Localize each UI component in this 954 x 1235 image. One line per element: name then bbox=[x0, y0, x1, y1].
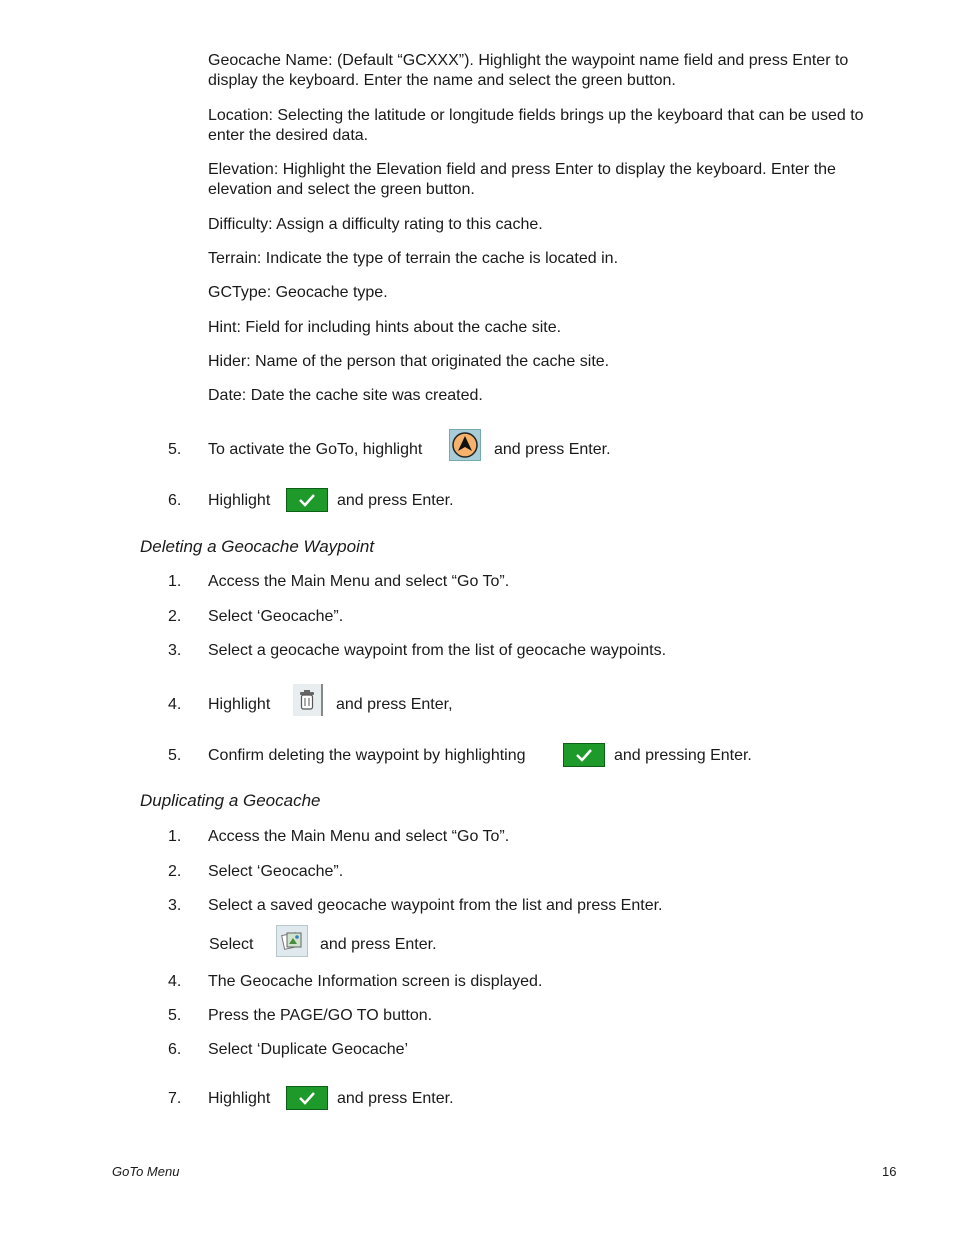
step-text: Press the PAGE/GO TO button. bbox=[208, 1007, 433, 1024]
step-number: 7. bbox=[168, 1090, 182, 1107]
field-location-desc: Location: Selecting the latitude or longitude fields brings up the keyboard that can be used to enter the desired data. bbox=[208, 107, 864, 144]
step-number: 5. bbox=[168, 441, 182, 458]
step-text: and press Enter. bbox=[494, 441, 611, 458]
footer-section: GoTo Menu bbox=[112, 1164, 180, 1179]
step-text: Select ‘Geocache”. bbox=[208, 863, 344, 880]
step-number: 6. bbox=[168, 492, 182, 509]
step-text: Access the Main Menu and select “Go To”. bbox=[208, 828, 510, 845]
step-number: 1. bbox=[168, 828, 182, 845]
step-text: Select ‘Geocache”. bbox=[208, 608, 344, 625]
step-number: 4. bbox=[168, 973, 182, 990]
field-gctype-desc: GCType: Geocache type. bbox=[208, 284, 388, 301]
section-heading-duplicating: Duplicating a Geocache bbox=[140, 791, 321, 810]
goto-icon bbox=[449, 429, 481, 461]
green-check-icon bbox=[286, 1086, 328, 1110]
step-number: 2. bbox=[168, 863, 182, 880]
step-number: 3. bbox=[168, 897, 182, 914]
duplicate-icon bbox=[276, 925, 308, 957]
step-text: and press Enter. bbox=[337, 1090, 454, 1107]
step-text: and press Enter, bbox=[336, 696, 453, 713]
step-text: and pressing Enter. bbox=[614, 747, 752, 764]
step-number: 1. bbox=[168, 573, 182, 590]
field-hint-desc: Hint: Field for including hints about the cache site. bbox=[208, 319, 562, 336]
green-check-icon bbox=[286, 488, 328, 512]
step-text: Highlight bbox=[208, 492, 271, 509]
field-name-desc: Geocache Name: (Default “GCXXX”). Highlight the waypoint name field and press Enter to display the keyboard. Enter the name and select the green button. bbox=[208, 52, 849, 89]
step-number: 2. bbox=[168, 608, 182, 625]
step-text: Select ‘Duplicate Geocache’ bbox=[208, 1041, 409, 1058]
page-number: 16 bbox=[882, 1164, 897, 1179]
step-text: Select bbox=[209, 936, 254, 953]
step-text: and press Enter. bbox=[337, 492, 454, 509]
step-text: Select a saved geocache waypoint from the list and press Enter. bbox=[208, 897, 663, 914]
step-text: Confirm deleting the waypoint by highlighting bbox=[208, 747, 526, 764]
field-date-desc: Date: Date the cache site was created. bbox=[208, 387, 483, 404]
step-text: To activate the GoTo, highlight bbox=[208, 441, 423, 458]
step-text: and press Enter. bbox=[320, 936, 437, 953]
step-number: 5. bbox=[168, 1007, 182, 1024]
step-text: The Geocache Information screen is displayed. bbox=[208, 973, 543, 990]
field-terrain-desc: Terrain: Indicate the type of terrain the cache is located in. bbox=[208, 250, 619, 267]
step-number: 6. bbox=[168, 1041, 182, 1058]
field-difficulty-desc: Difficulty: Assign a difficulty rating to this cache. bbox=[208, 216, 543, 233]
step-text: Select a geocache waypoint from the list of geocache waypoints. bbox=[208, 642, 667, 659]
step-text: Highlight bbox=[208, 696, 271, 713]
step-number: 5. bbox=[168, 747, 182, 764]
green-check-icon bbox=[563, 743, 605, 767]
step-text: Highlight bbox=[208, 1090, 271, 1107]
step-text: Access the Main Menu and select “Go To”. bbox=[208, 573, 510, 590]
step-number: 4. bbox=[168, 696, 182, 713]
field-hider-desc: Hider: Name of the person that originated the cache site. bbox=[208, 353, 610, 370]
section-heading-deleting: Deleting a Geocache Waypoint bbox=[140, 537, 375, 556]
step-number: 3. bbox=[168, 642, 182, 659]
trash-icon bbox=[293, 684, 323, 716]
field-elevation-desc: Elevation: Highlight the Elevation field and press Enter to display the keyboard. Enter the elevation and select the green button. bbox=[208, 161, 836, 198]
